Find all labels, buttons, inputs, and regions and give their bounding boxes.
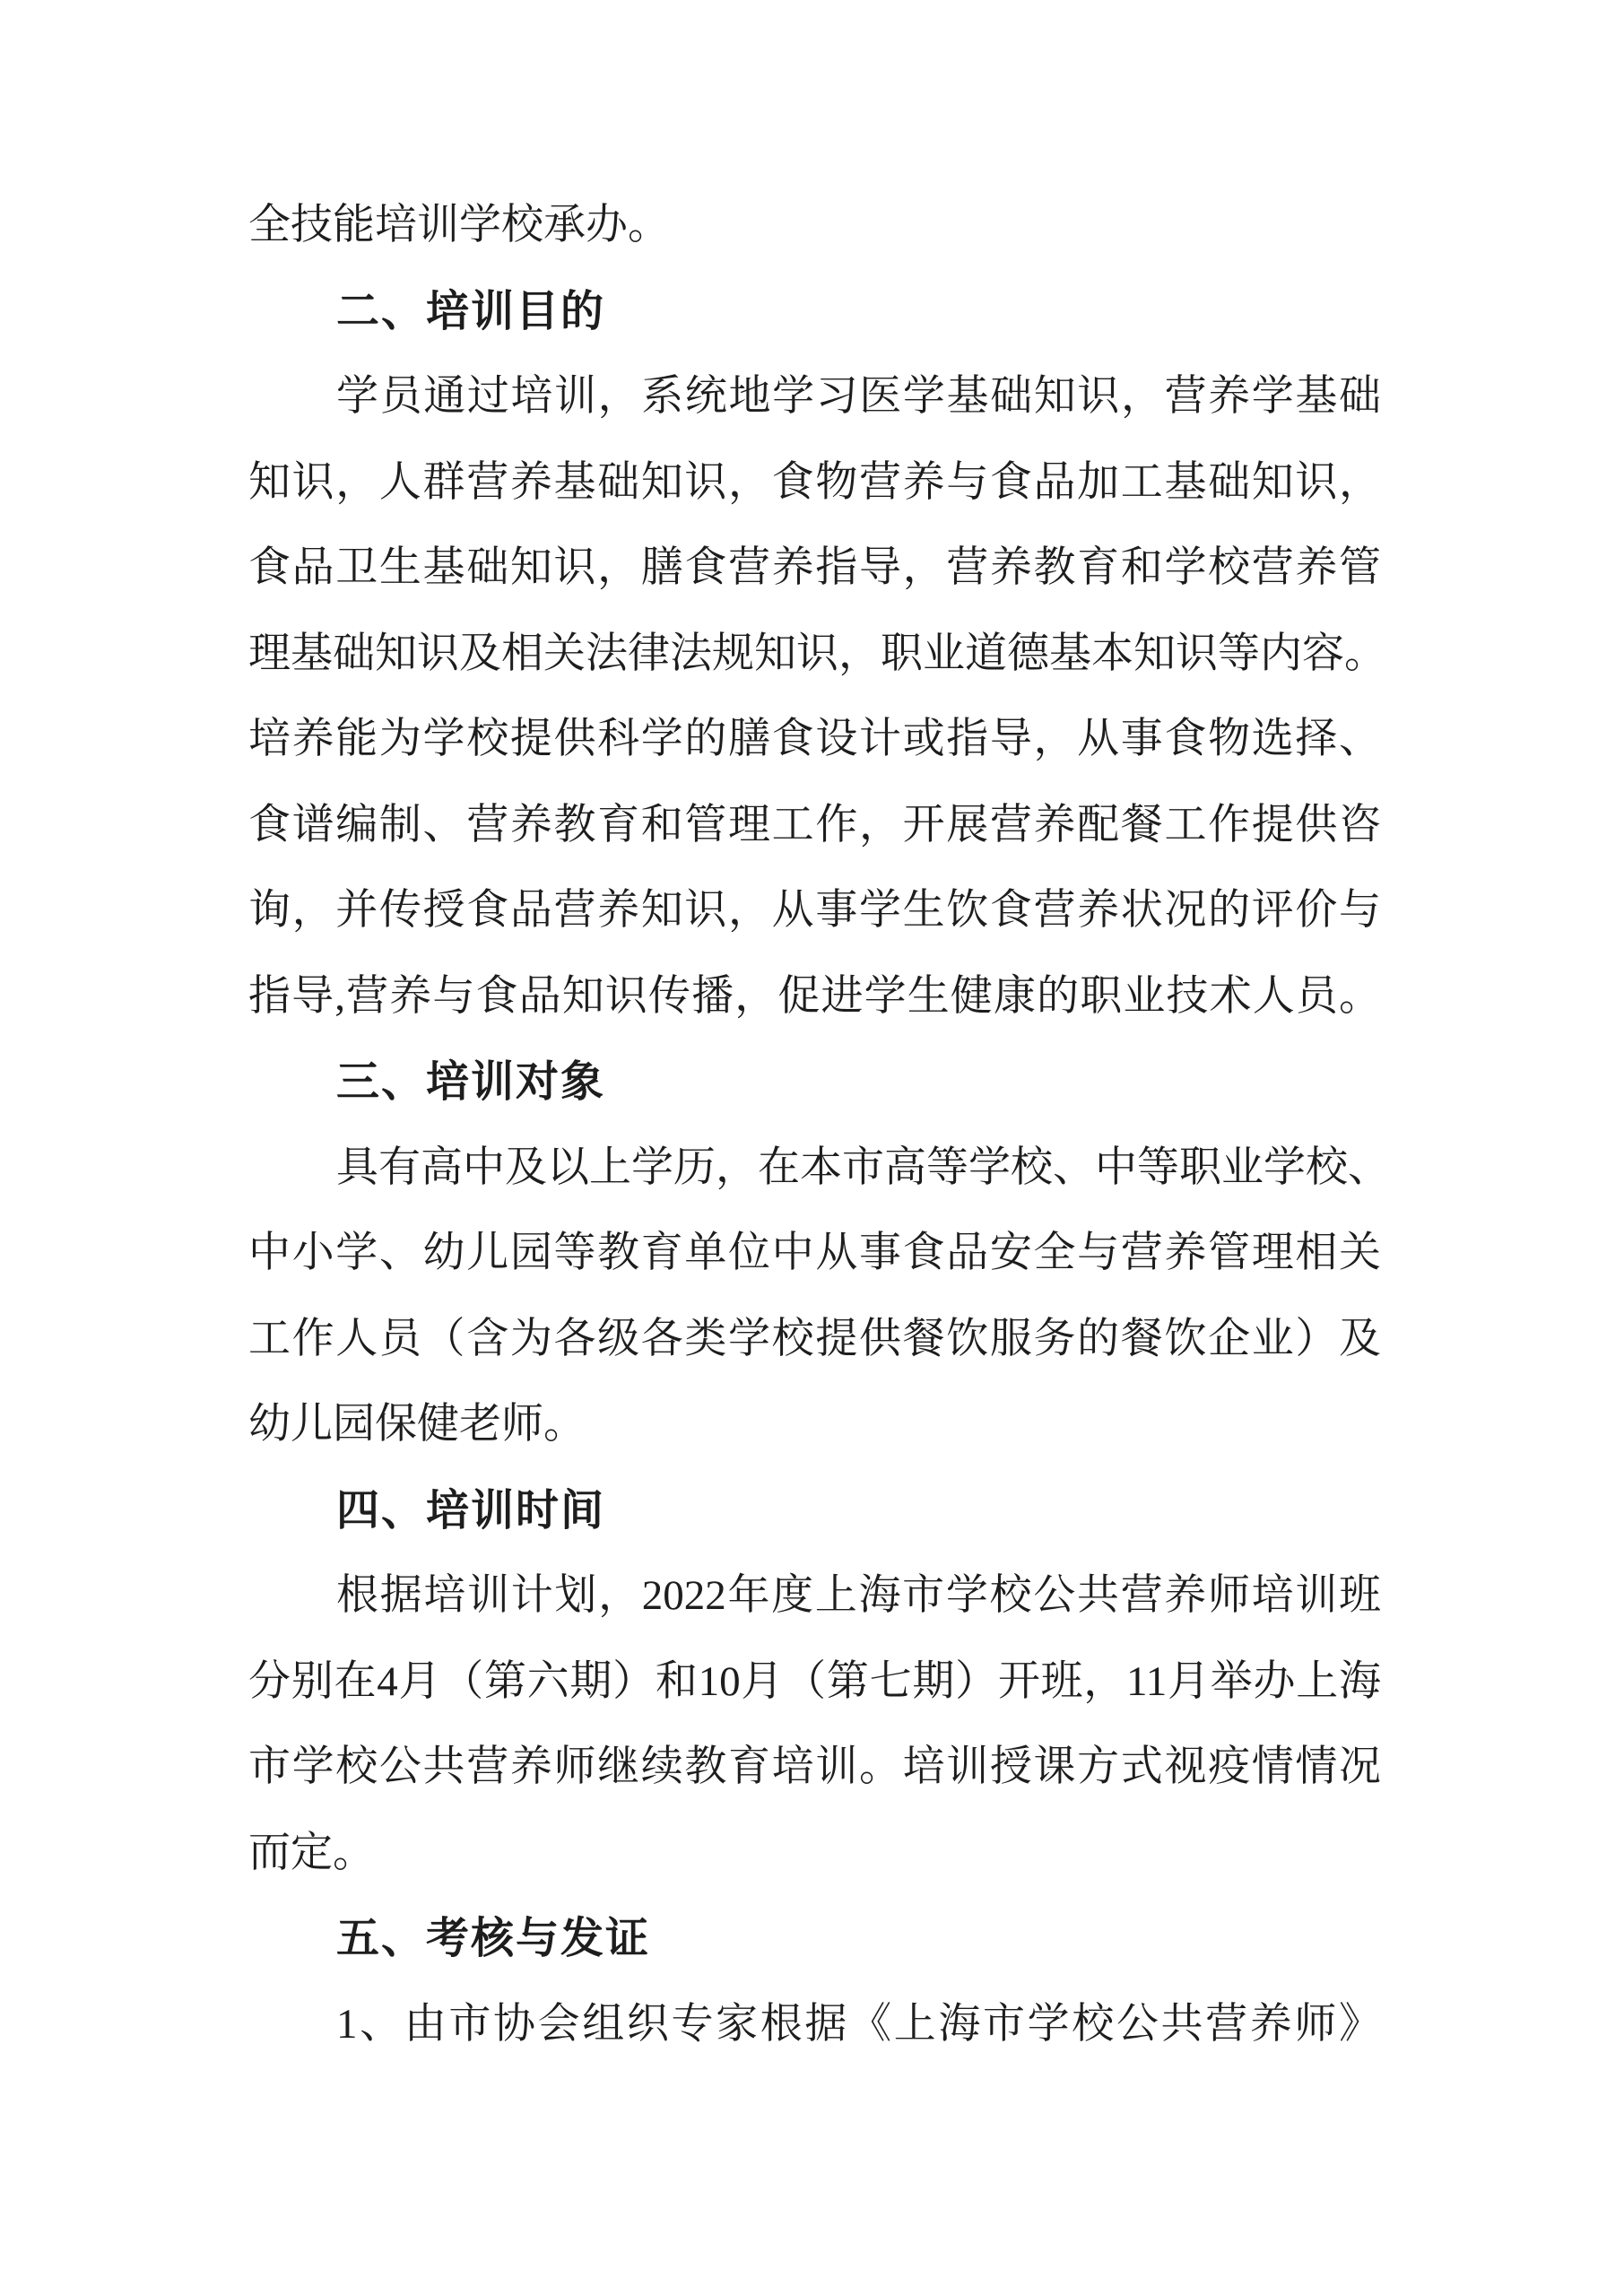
doc-line: 食谱编制、营养教育和管理工作，开展营养配餐工作提供咨 [248, 801, 1381, 848]
section-heading-training-time: 四、培训时间 [336, 1486, 606, 1535]
doc-line: 而定。 [248, 1829, 375, 1876]
doc-line: 学员通过培训，系统地学习医学基础知识，营养学基础 [336, 373, 1381, 420]
doc-line: 食品卫生基础知识，膳食营养指导，营养教育和学校营养管 [248, 544, 1381, 591]
doc-line: 市学校公共营养师继续教育培训。培训授课方式视疫情情况 [248, 1744, 1381, 1790]
doc-line: 具有高中及以上学历，在本市高等学校、中等职业学校、 [336, 1144, 1390, 1191]
doc-line: 中小学、幼儿园等教育单位中从事食品安全与营养管理相关 [248, 1230, 1381, 1276]
doc-line: 培养能为学校提供科学的膳食设计或指导，从事食物选择、 [248, 716, 1381, 762]
section-heading-assessment-certification: 五、考核与发证 [336, 1915, 651, 1962]
doc-line: 指导,营养与食品知识传播，促进学生健康的职业技术人员。 [248, 972, 1381, 1020]
doc-line: 知识，人群营养基础知识，食物营养与食品加工基础知识， [248, 458, 1381, 506]
document-body [248, 183, 1390, 2067]
doc-line: 1、由市协会组织专家根据《上海市学校公共营养师》 [336, 2000, 1381, 2048]
doc-line: 全技能培训学校承办。 [248, 202, 670, 248]
doc-line: 幼儿园保健老师。 [248, 1401, 586, 1448]
doc-line: 分别在4月（第六期）和10月（第七期）开班，11月举办上海 [248, 1657, 1381, 1705]
doc-line: 询，并传授食品营养知识，从事学生饮食营养状况的评价与 [248, 887, 1381, 934]
section-heading-training-purpose: 二、培训目的 [336, 287, 606, 335]
section-heading-training-target: 三、培训对象 [336, 1058, 606, 1106]
doc-line: 工作人员（含为各级各类学校提供餐饮服务的餐饮企业）及 [248, 1315, 1381, 1362]
doc-line: 根据培训计划，2022年度上海市学校公共营养师培训班 [336, 1572, 1381, 1619]
doc-line: 理基础知识及相关法律法规知识，职业道德基本知识等内容。 [248, 630, 1386, 677]
